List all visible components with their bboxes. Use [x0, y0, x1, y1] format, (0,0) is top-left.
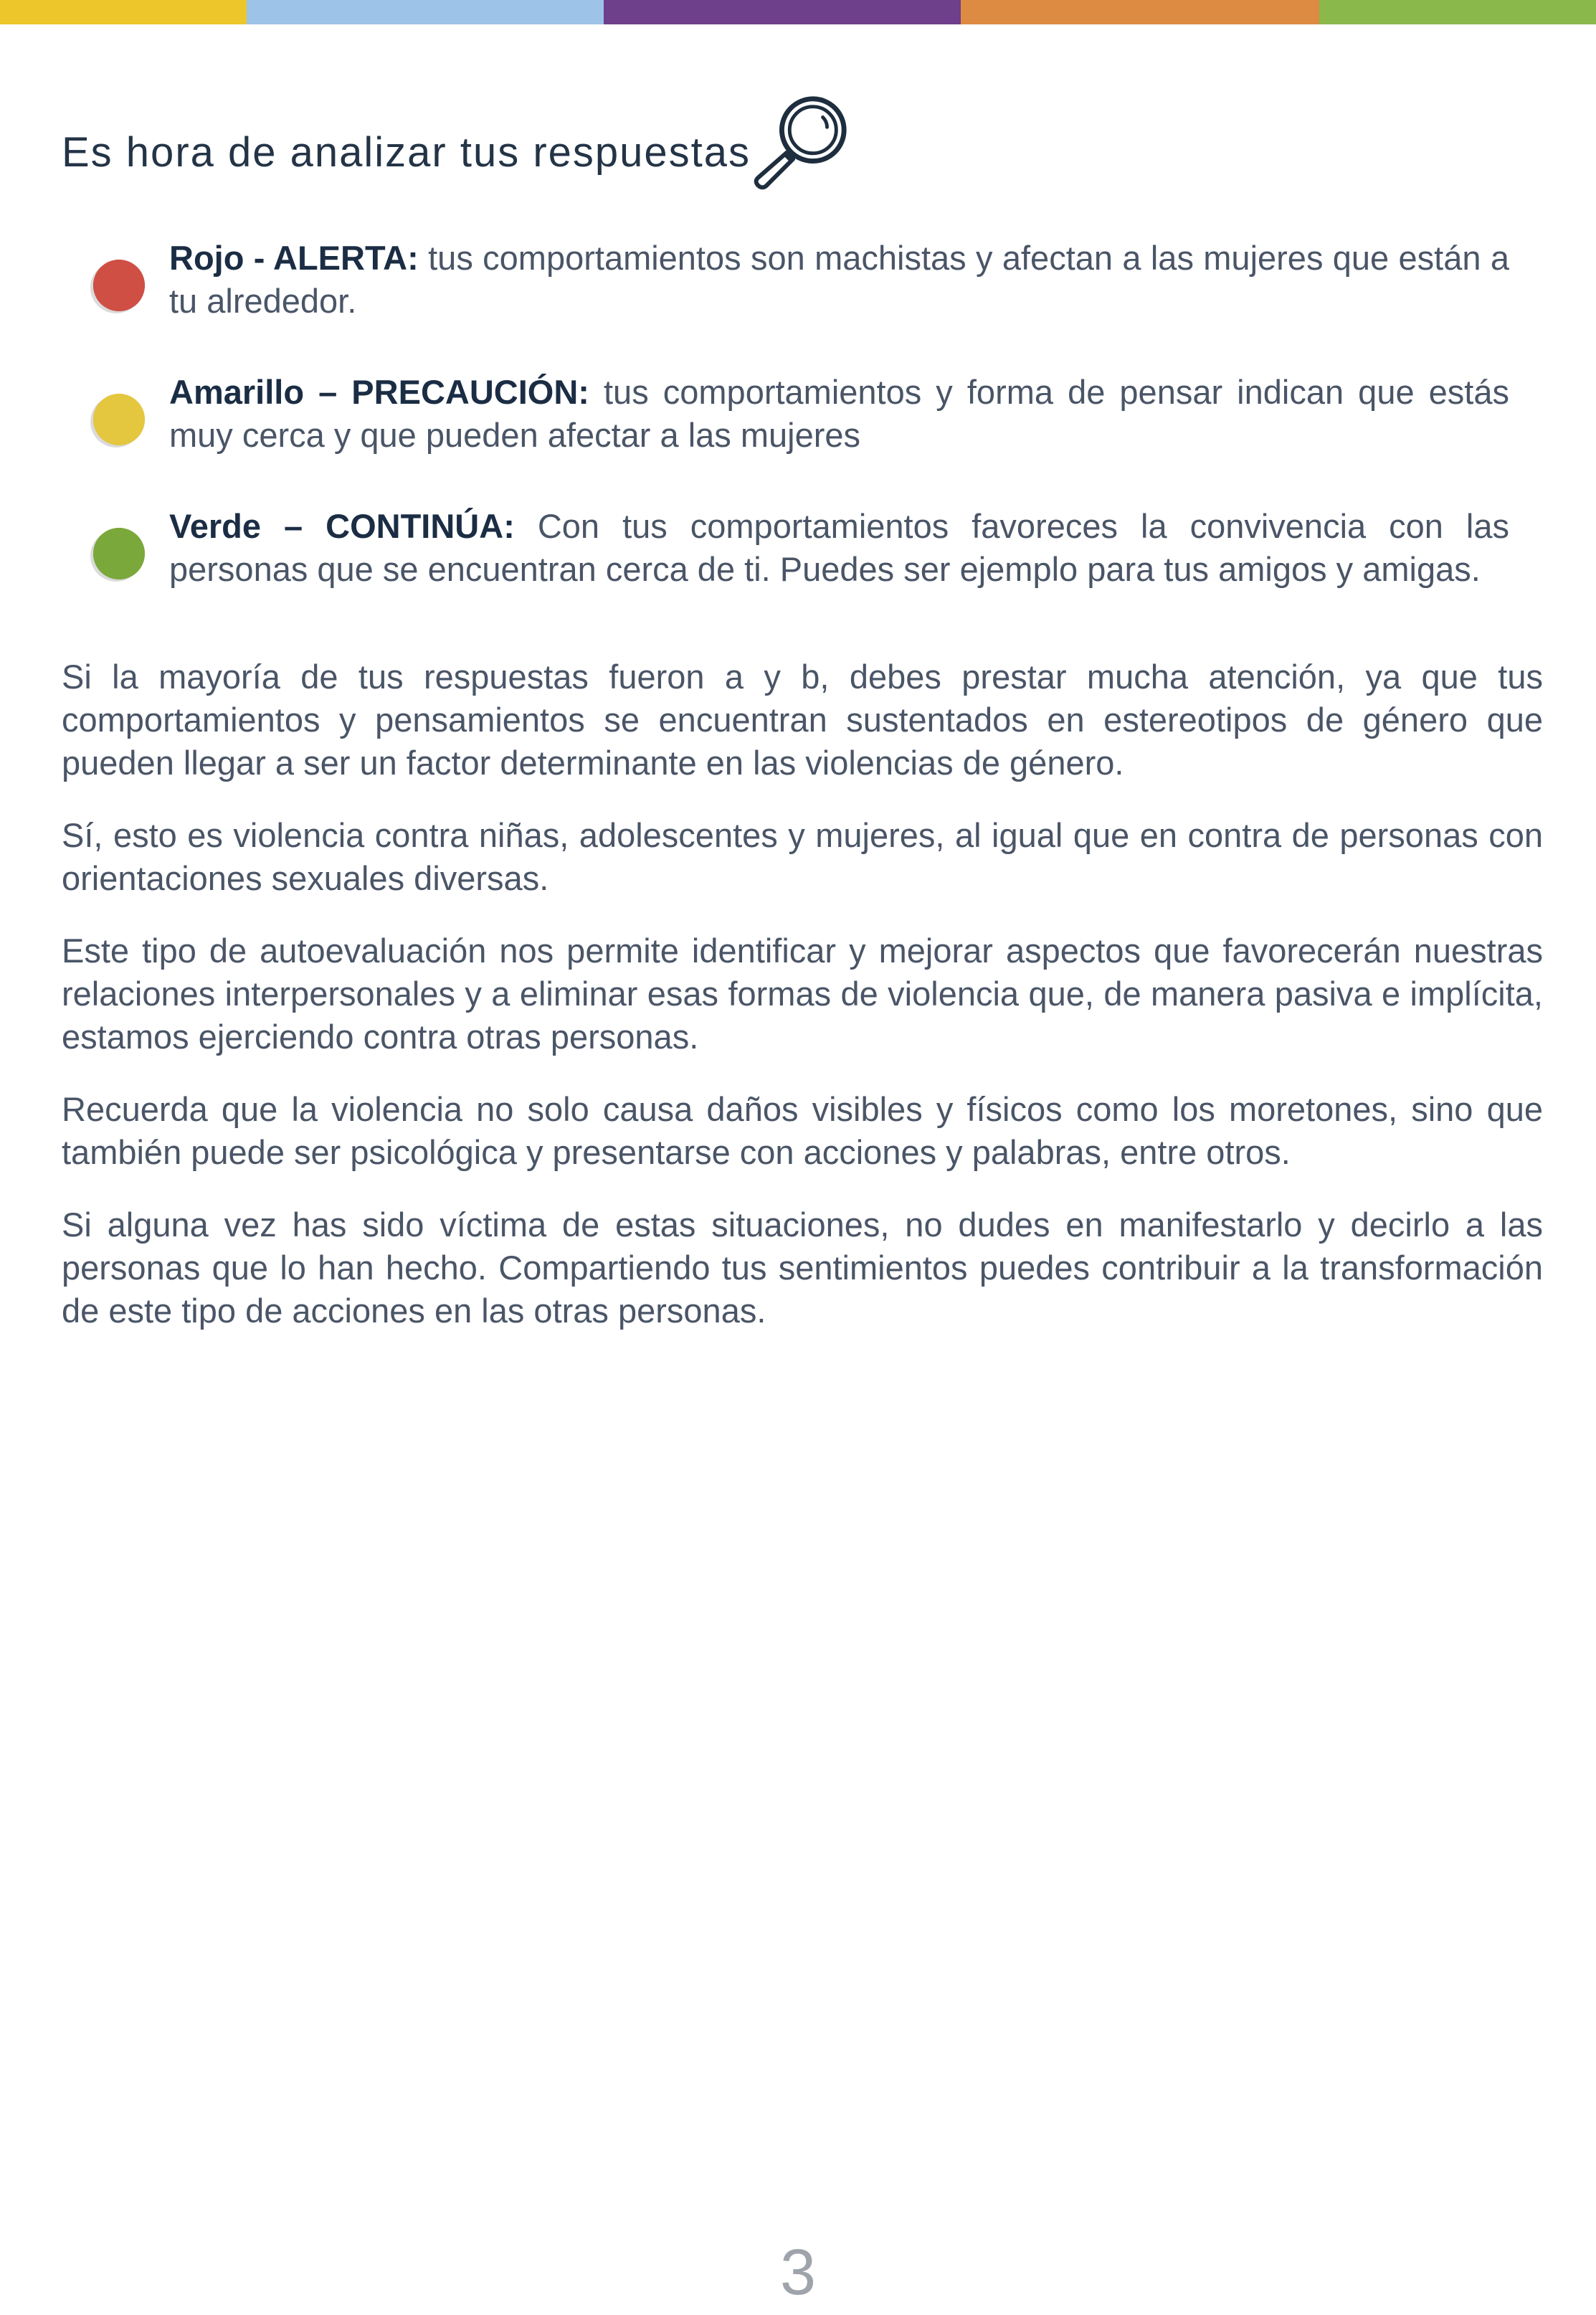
legend-label: Rojo - ALERTA:	[169, 239, 419, 277]
paragraph: Este tipo de autoevaluación nos permite identificar y mejorar aspectos que favorecerán nuestras relaciones interpersonales y a eliminar esas formas de violencia que, de manera pasiva e implícita, estamos ejerciendo contra otras personas.	[62, 932, 1543, 1056]
green-dot-icon	[93, 528, 145, 579]
paragraph: Sí, esto es violencia contra niñas, adolescentes y mujeres, al igual que en contra de personas con orientaciones sexuales diversas.	[62, 816, 1543, 897]
top-color-bar	[0, 0, 1596, 24]
color-bar-purple	[604, 0, 961, 24]
legend-description: Con tus comportamientos favoreces la convivencia con las personas que se encuentran cerca de ti. Puedes ser ejemplo para tus amigos y amigas.	[169, 507, 1510, 588]
legend-text	[169, 371, 1509, 457]
legend-text	[169, 505, 1509, 591]
legend-item-yellow	[93, 371, 1509, 457]
paragraph: Si la mayoría de tus respuestas fueron a y b, debes prestar mucha atención, ya que tus comportamientos y pensamientos se encuentran sustentados en estereotipos de género que pueden llegar a ser un factor determinante en las violencias de género.	[62, 658, 1543, 782]
paragraph: Si alguna vez has sido víctima de estas situaciones, no dudes en manifestarlo y decirlo a las personas que lo han hecho. Compartiendo tus sentimientos puedes contribuir a la transformación de este tipo de acciones en las otras personas.	[62, 1206, 1543, 1330]
red-dot-icon	[93, 260, 145, 311]
legend-text	[169, 237, 1509, 323]
page-heading: Es hora de analizar tus respuestas	[62, 128, 751, 176]
heading-row	[62, 113, 852, 191]
magnifying-glass-icon	[754, 92, 852, 191]
color-bar-blue	[247, 0, 604, 24]
result-legend	[93, 237, 1509, 591]
paragraph: Recuerda que la violencia no solo causa daños visibles y físicos como los moretones, sino que también puede ser psicológica y presentarse con acciones y palabras, entre otros.	[62, 1090, 1543, 1171]
color-bar-orange	[961, 0, 1319, 24]
legend-description: tus comportamientos y forma de pensar indican que estás muy cerca y que pueden afectar a las mujeres	[169, 373, 1510, 454]
body-text	[62, 655, 1543, 1362]
legend-label: Verde – CONTINÚA:	[169, 507, 515, 545]
legend-item-green	[93, 505, 1509, 591]
color-bar-yellow	[0, 0, 247, 24]
yellow-dot-icon	[93, 394, 145, 445]
color-bar-green	[1319, 0, 1596, 24]
page-number: 3	[779, 2237, 817, 2309]
legend-item-red	[93, 237, 1509, 323]
legend-label: Amarillo – PRECAUCIÓN:	[169, 373, 589, 411]
legend-description: tus comportamientos son machistas y afectan a las mujeres que están a tu alrededor.	[169, 239, 1509, 320]
